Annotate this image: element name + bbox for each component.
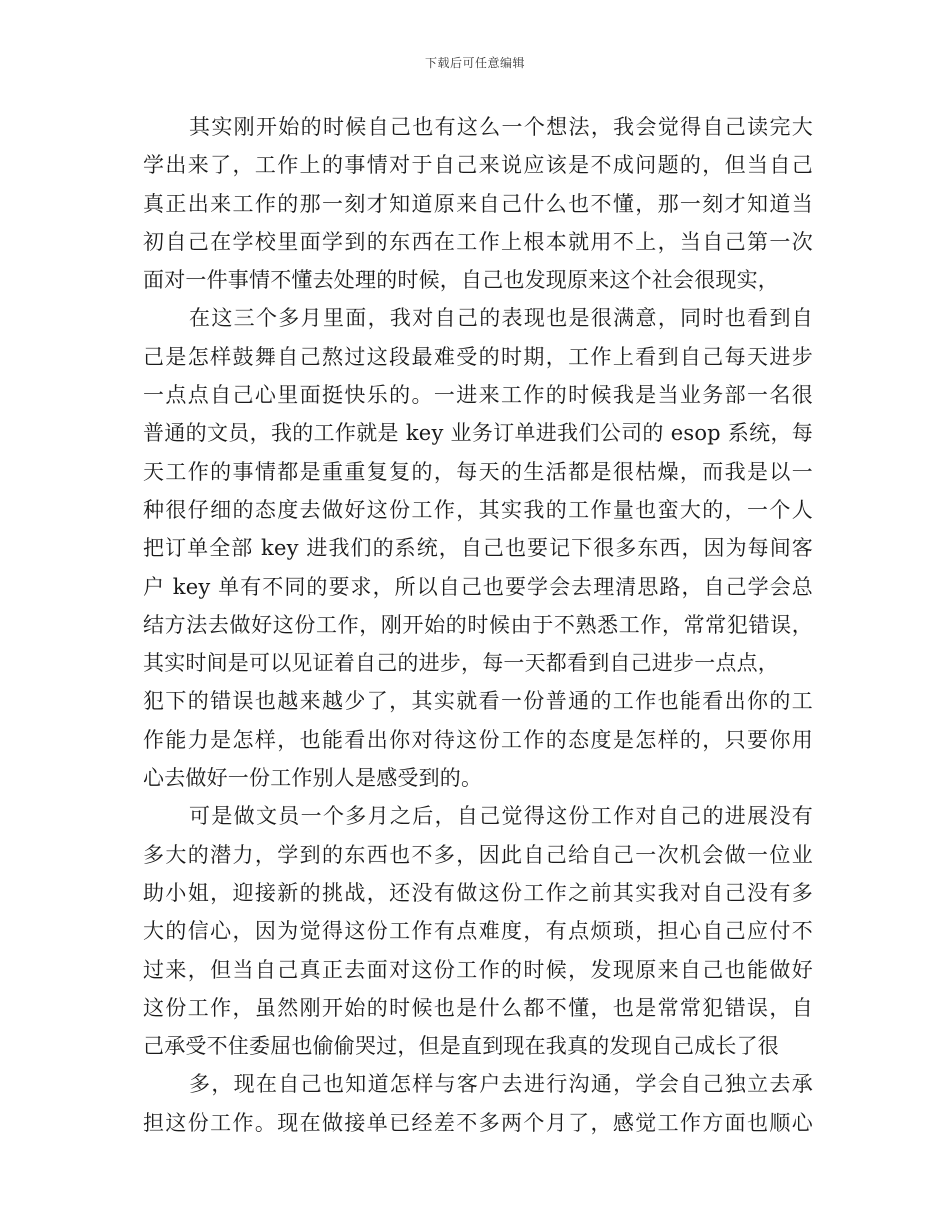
text-line: 把订单全部 key 进我们的系统，自己也要记下很多东西，因为每间客 — [143, 536, 813, 561]
text-line: 多大的潜力，学到的东西也不多，因此自己给自己一次机会做一位业 — [143, 842, 813, 867]
text-line: 真正出来工作的那一刻才知道原来自己什么也不懂，那一刻才知道当 — [143, 191, 813, 216]
text-line: 己是怎样鼓舞自己熬过这段最难受的时期，工作上看到自己每天进步 — [143, 344, 813, 369]
text-line: 在这三个多月里面，我对自己的表现也是很满意，同时也看到自 — [189, 306, 813, 331]
text-line: 种很仔细的态度去做好这份工作，其实我的工作量也蛮大的，一个人 — [143, 497, 813, 522]
text-line: 这份工作，虽然刚开始的时候也是什么都不懂，也是常常犯错误，自 — [143, 995, 813, 1020]
text-line: 一点点自己心里面挺快乐的。一进来工作的时候我是当业务部一名很 — [143, 383, 813, 408]
text-line: 作能力是怎样，也能看出你对待这份工作的态度是怎样的，只要你用 — [143, 727, 813, 752]
page-header: 下载后可任意编辑 — [424, 56, 525, 70]
text-line: 其实刚开始的时候自己也有这么一个想法，我会觉得自己读完大 — [189, 115, 813, 139]
text-line: 过来，但当自己真正去面对这份工作的时候，发现原来自己也能做好 — [143, 957, 813, 982]
text-line: 普通的文员，我的工作就是 key 业务订单进我们公司的 esop 系统，每 — [143, 421, 813, 446]
text-line: 户 key 单有不同的要求，所以自己也要学会去理清思路，自己学会总 — [143, 574, 813, 599]
text-line: 多，现在自己也知道怎样与客户去进行沟通，学会自己独立去承 — [189, 1072, 813, 1097]
text-line: 大的信心，因为觉得这份工作有点难度，有点烦琐，担心自己应付不 — [143, 919, 813, 944]
text-line: 犯下的错误也越来越少了，其实就看一份普通的工作也能看出你的工 — [143, 689, 813, 714]
paragraph-3 — [143, 797, 813, 1065]
paragraph-4 — [143, 1065, 813, 1142]
paragraph-1 — [143, 108, 813, 299]
text-line: 可是做文员一个多月之后，自己觉得这份工作对自己的进展没有 — [189, 804, 813, 829]
text-line: 己承受不住委屈也偷偷哭过，但是直到现在我真的发现自己成长了很 — [143, 1034, 779, 1059]
paragraph-2 — [143, 299, 813, 797]
text-line: 其实时间是可以见证着自己的进步，每一天都看到自己进步一点点， — [143, 651, 779, 676]
text-line: 学出来了，工作上的事情对于自己来说应该是不成问题的，但当自己 — [143, 153, 813, 178]
text-line: 结方法去做好这份工作，刚开始的时候由于不熟悉工作，常常犯错误， — [143, 612, 813, 637]
text-line: 面对一件事情不懂去处理的时候，自己也发现原来这个社会很现实， — [143, 268, 779, 293]
text-line: 心去做好一份工作别人是感受到的。 — [143, 766, 483, 791]
text-line: 初自己在学校里面学到的东西在工作上根本就用不上，当自己第一次 — [143, 229, 813, 254]
text-line: 助小姐，迎接新的挑战，还没有做这份工作之前其实我对自己没有多 — [143, 880, 813, 905]
text-line: 担这份工作。现在做接单已经差不多两个月了，感觉工作方面也顺心 — [143, 1110, 813, 1135]
document-body — [143, 108, 813, 1142]
text-line: 天工作的事情都是重重复复的，每天的生活都是很枯燥，而我是以一 — [143, 459, 813, 484]
